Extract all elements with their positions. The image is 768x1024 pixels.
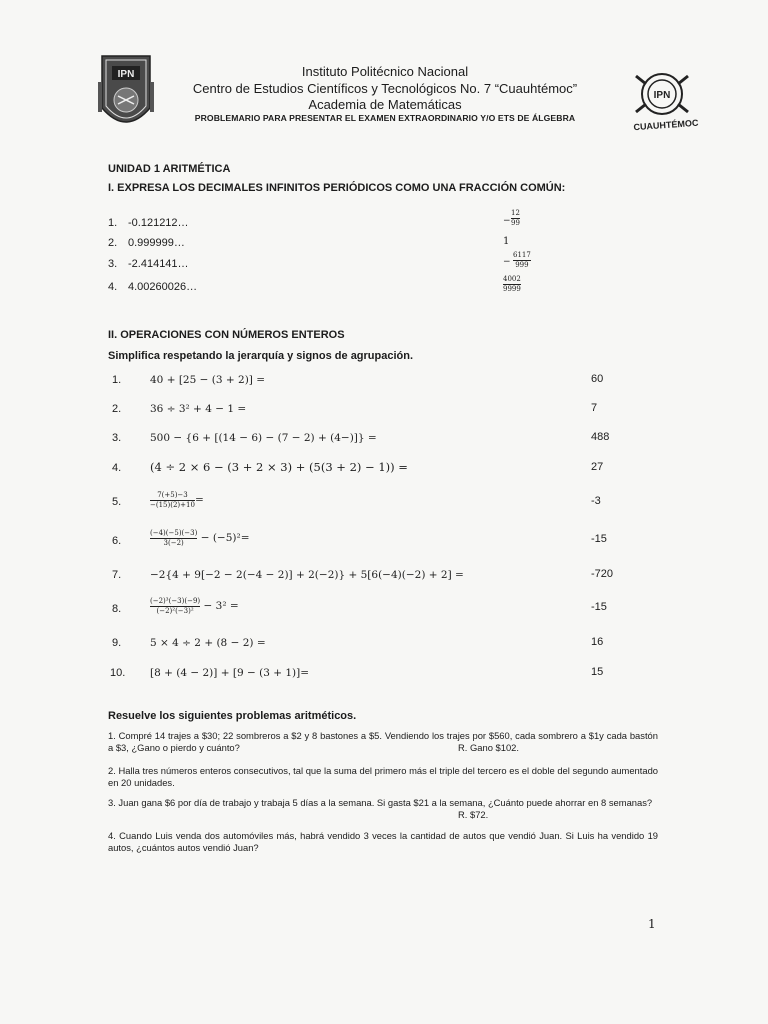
logo-right-text: IPN: [653, 90, 671, 101]
operation-number: 9.: [112, 637, 122, 649]
fraction-numerator: (−4)(−5)(−3): [150, 529, 198, 537]
operation-expression: −2{4 + 9[−2 − 2(−4 − 2)] + 2(−2)} + 5[6(−4)(−2) + 2] =: [150, 569, 464, 581]
operation-answer: 7: [591, 402, 598, 414]
fraction-numerator: 6117: [513, 251, 531, 259]
operation-number: 10.: [110, 667, 126, 679]
problem-text: 2. Halla tres números enteros consecutivos, tal que la suma del primero más el triple del tercero es el doble del segundo aumentado en 20 unidades.: [108, 765, 658, 788]
operation-number: 6.: [112, 535, 122, 547]
operation-answer: 488: [591, 431, 610, 443]
operation-expression: [8 + (4 − 2)] + [9 − (3 + 1)]=: [150, 667, 310, 679]
operation-answer: 27: [591, 461, 604, 473]
decimal-item-number: 3.: [108, 258, 118, 270]
operation-number: 2.: [112, 403, 122, 415]
page-number: 1: [648, 917, 656, 931]
ipn-logo-icon: [96, 52, 156, 138]
problem-text: 3. Juan gana $6 por día de trabajo y trabaja 5 días a la semana. Si gasta $21 a la semana, ¿Cuánto puede ahorrar en 8 semanas?: [108, 797, 653, 808]
expression-fraction: [150, 491, 195, 509]
fraction-denominator: 3(−2): [163, 539, 184, 547]
operation-expression: 500 − {6 + [(14 − 6) − (7 − 2) + (4−)]} =: [150, 432, 377, 444]
decimal-item-value: -0.121212…: [128, 217, 189, 229]
fraction-numerator: 4002: [503, 275, 521, 283]
word-problem: [108, 765, 658, 789]
fraction-numerator: (−2)³(−3)(−9): [150, 597, 201, 605]
problem-text: 4. Cuando Luis venda dos automóviles más, habrá vendido 3 veces la cantidad de autos que vendió Juan. Si Luis ha vendido 19 autos, ¿cuántos autos vendió Juan?: [108, 830, 658, 853]
expression-tail: − (−5)²=: [200, 532, 250, 544]
operation-answer: 16: [591, 636, 604, 648]
operation-answer: 60: [591, 373, 604, 385]
document-title: PROBLEMARIO PARA PRESENTAR EL EXAMEN EXTRAORDINARIO Y/O ETS DE ÁLGEBRA: [194, 113, 576, 123]
problem-answer: R. Gano $102.: [458, 742, 519, 753]
expression-tail: =: [194, 494, 204, 506]
fraction-denominator: −(15)(2)+10: [150, 501, 195, 509]
word-problem: [108, 730, 658, 754]
school-name: Centro de Estudios Científicos y Tecnológicos No. 7 “Cuauhtémoc”: [192, 81, 578, 96]
fraction-denominator: 9999: [503, 285, 521, 293]
fraction-answer: [513, 251, 531, 269]
operation-number: 5.: [112, 496, 122, 508]
fraction-numerator: 12: [511, 209, 520, 217]
operation-expression: [150, 529, 250, 547]
word-problem: [108, 830, 658, 854]
word-problem: [108, 797, 658, 820]
whole-answer: 1: [503, 236, 510, 247]
expression-fraction: [150, 597, 200, 615]
decimal-item-value: 4.00260026…: [128, 281, 198, 293]
operation-number: 3.: [112, 432, 122, 444]
operation-expression: (4 ÷ 2 × 6 − (3 + 2 × 3) + (5(3 + 2) − 1)) =: [150, 460, 408, 474]
institution-name: Instituto Politécnico Nacional: [301, 64, 469, 79]
operation-number: 4.: [112, 462, 122, 474]
section2-subtitle: Simplifica respetando la jerarquía y signos de agrupación.: [108, 350, 414, 362]
operation-answer: -15: [591, 601, 607, 613]
logo-left-text: IPN: [117, 69, 135, 80]
unit-title: UNIDAD 1 ARITMÉTICA: [108, 163, 231, 175]
operation-answer: 15: [591, 666, 604, 678]
decimal-item-number: 4.: [108, 281, 118, 293]
expression-tail: − 3² =: [203, 600, 239, 612]
operation-number: 1.: [112, 374, 122, 386]
decimal-item-value: -2.414141…: [128, 258, 189, 270]
problem-text: 1. Compré 14 trajes a $30; 22 sombreros a $2 y 8 bastones a $5. Vendiendo los trajes por $560, cada sombrero a $1y cada bastón a $3, ¿Gano o pierdo y cuánto?: [108, 730, 658, 753]
section1-title: I. EXPRESA LOS DECIMALES INFINITOS PERIÓDICOS COMO UNA FRACCIÓN COMÚN:: [108, 182, 566, 194]
decimal-item-number: 1.: [108, 217, 118, 229]
operation-expression: [150, 491, 204, 509]
fraction-denominator: 999: [515, 261, 529, 269]
fraction-numerator: 7(+5)−3: [157, 491, 188, 499]
operation-expression: 5 × 4 ÷ 2 + (8 − 2) =: [150, 637, 266, 649]
decimal-item-value: 0.999999…: [128, 237, 185, 249]
operation-number: 7.: [112, 569, 122, 581]
fraction-sign: −: [503, 216, 511, 226]
problem-answer: R. $72.: [458, 809, 489, 820]
operation-number: 8.: [112, 603, 122, 615]
operation-answer: -720: [591, 568, 614, 580]
logo-right-caption: CUAUHTÉMOC: [633, 117, 699, 132]
operation-expression: [150, 597, 239, 615]
operation-answer: -15: [591, 533, 607, 545]
fraction-denominator: 99: [511, 219, 520, 227]
fraction-sign: −: [503, 257, 511, 267]
section3-title: Resuelve los siguientes problemas aritméticos.: [108, 710, 357, 722]
decimal-item-number: 2.: [108, 237, 118, 249]
fraction-answer: [511, 209, 520, 227]
operation-expression: 36 ÷ 3² + 4 − 1 =: [150, 403, 247, 415]
expression-fraction: [150, 529, 197, 547]
section2-title: II. OPERACIONES CON NÚMEROS ENTEROS: [108, 329, 345, 341]
operation-answer: -3: [591, 495, 601, 507]
fraction-answer: [503, 275, 521, 293]
academy-name: Academia de Matemáticas: [308, 97, 462, 112]
operation-expression: 40 + [25 − (3 + 2)] =: [150, 374, 266, 386]
cecyt-seal-icon: [632, 66, 700, 132]
fraction-denominator: (−2)²(−3)²: [156, 607, 194, 615]
